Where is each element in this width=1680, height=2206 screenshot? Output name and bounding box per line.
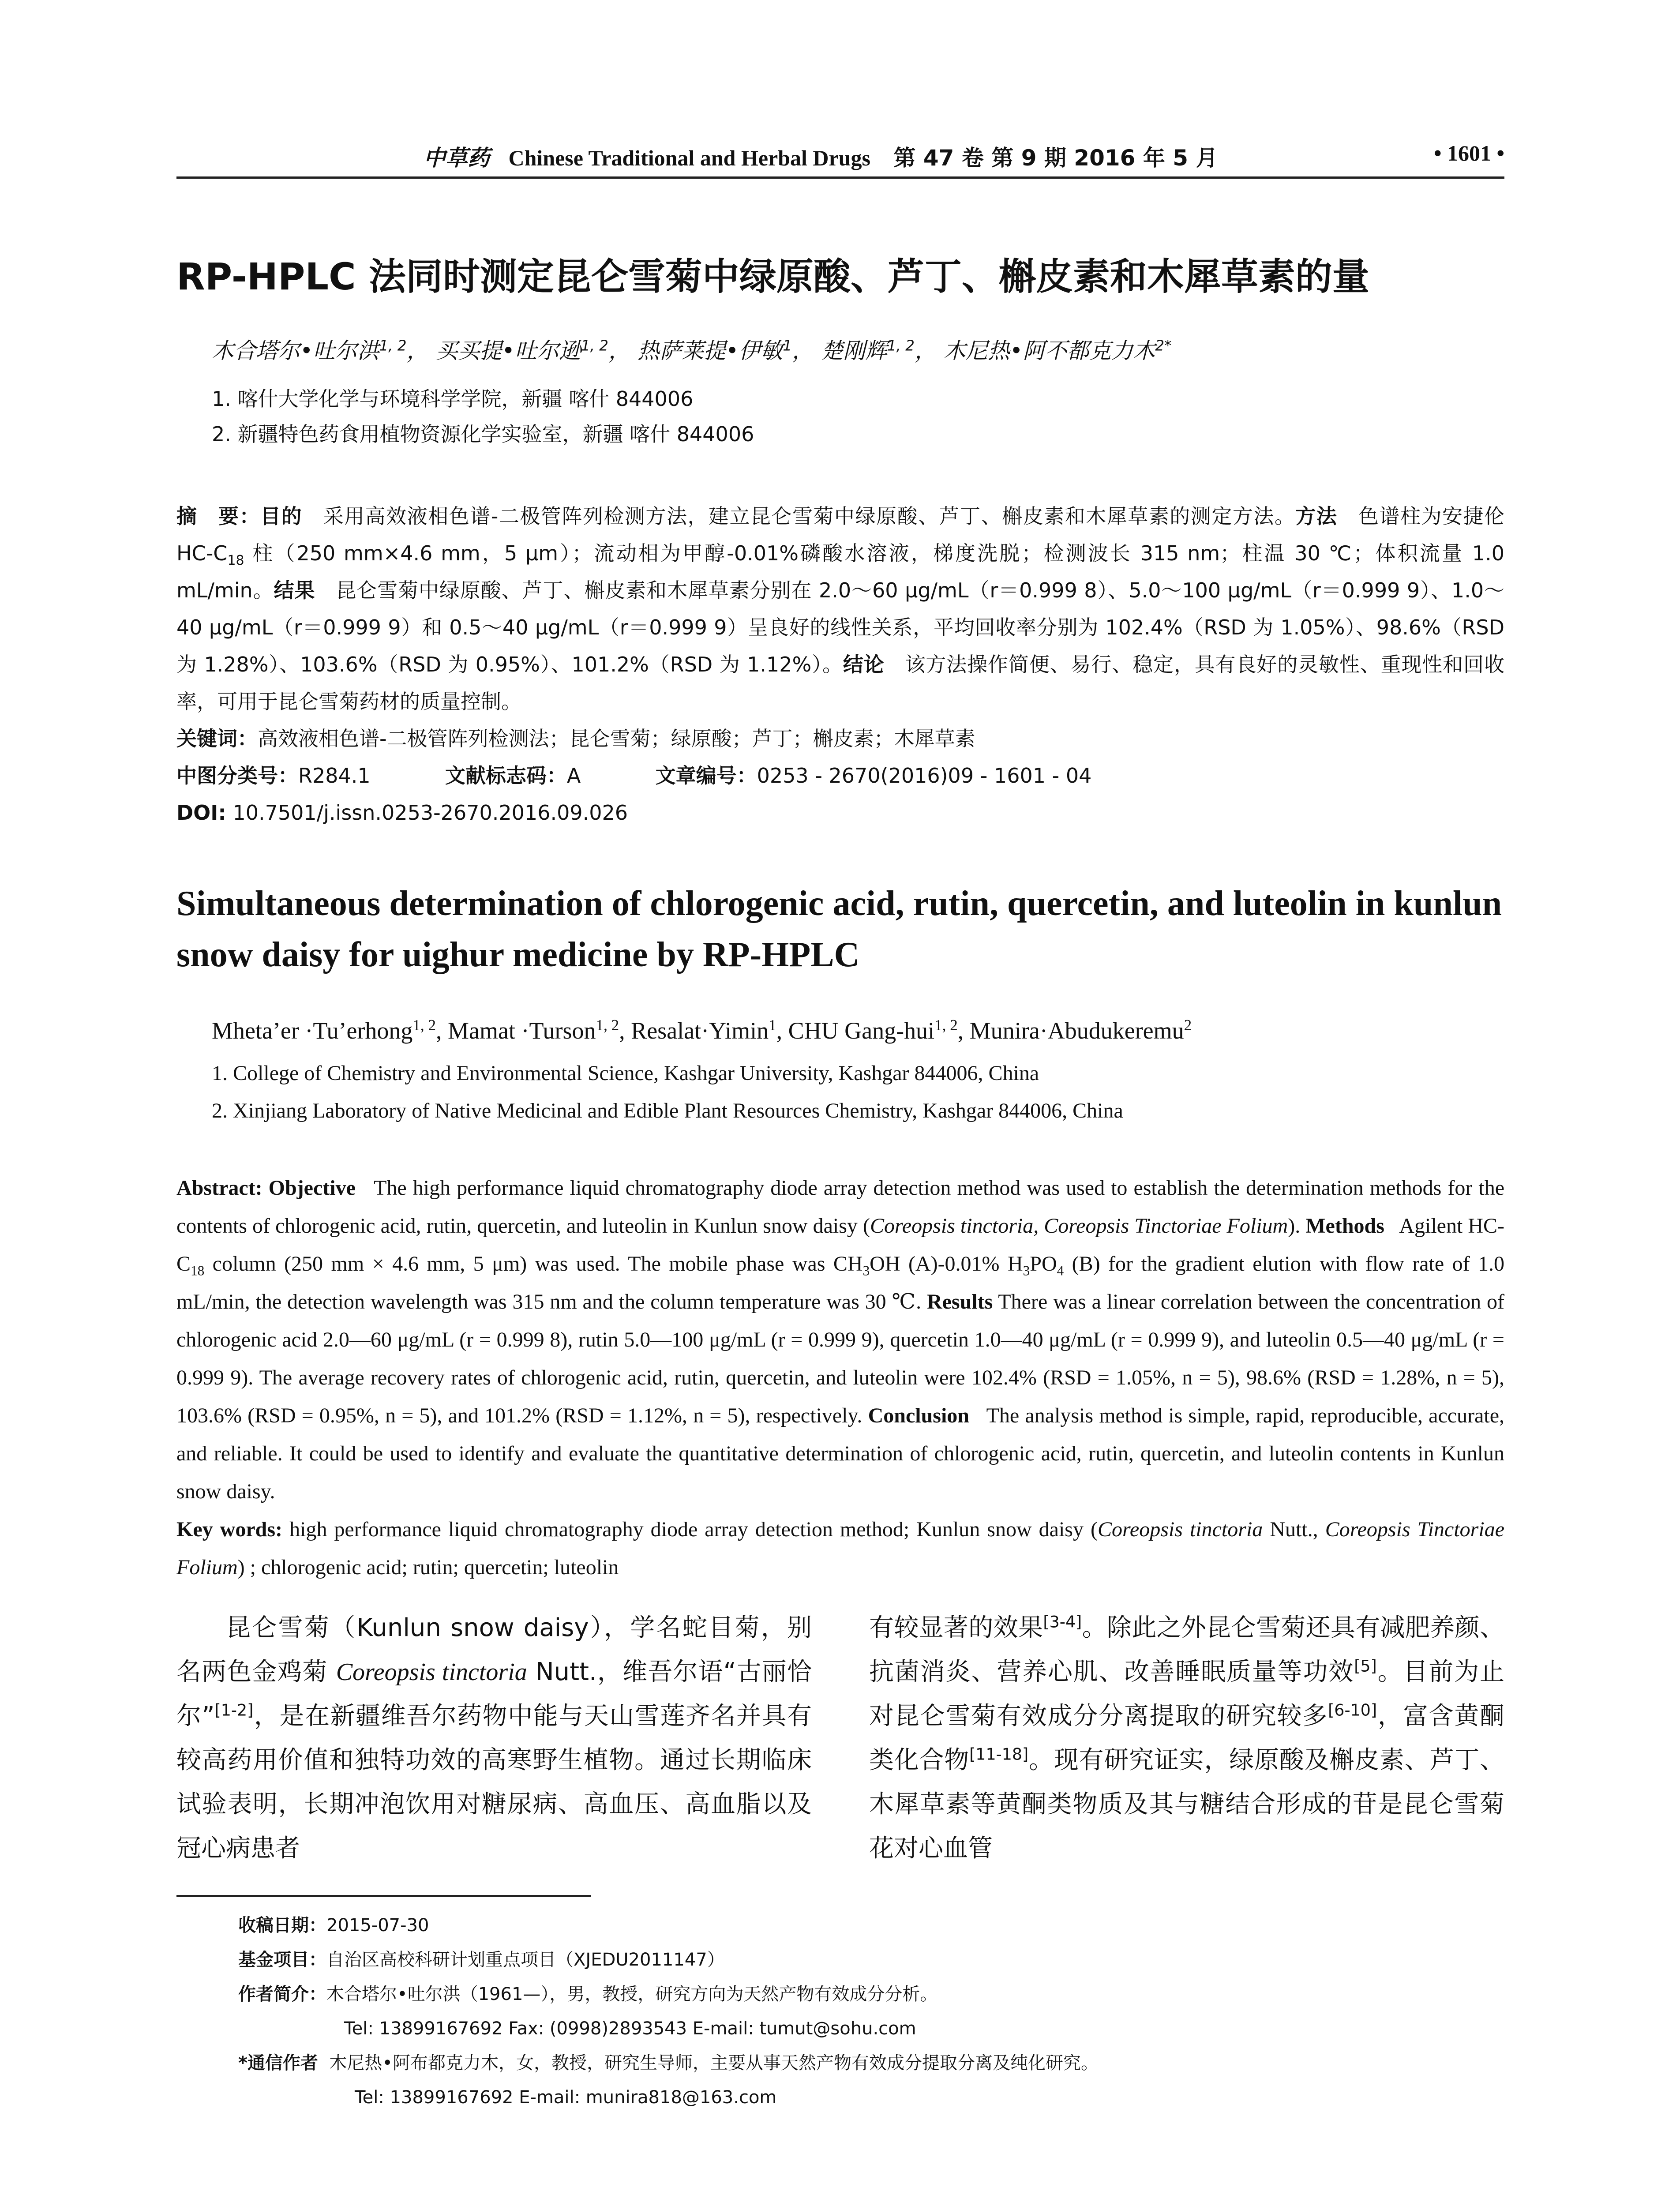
footnote-author: [238, 1977, 1099, 2011]
cn-author-aff: 1, 2: [581, 337, 608, 354]
cn-methods-text-2: 柱（250 mm×4.6 mm，5 μm）；流动相为甲醇-0.01%磷酸水溶液，梯度洗脱；检测波长 315 nm；柱温 30 ℃；体积流量 1.0 mL/min。: [176, 541, 1504, 602]
footnote-fund: [238, 1943, 1099, 1977]
footnote-rule: [176, 1895, 591, 1897]
en-title: Simultaneous determination of chlorogenic acid, rutin, quercetin, and luteolin in kunlun snow daisy for uighur medicine by RP-HPLC: [176, 884, 1502, 974]
doi-value: 10.7501/j.issn.0253-2670.2016.09.026: [232, 801, 628, 825]
body-text: 。现有研究证实，绿原酸及槲皮素、芦丁、木犀草素等黄酮类物质及其与糖结合形成的苷是昆仑雪菊花对心血管: [869, 1746, 1505, 1863]
cn-conclusion-text: 该方法操作简便、易行、稳定，具有良好的灵敏性、重现性和回收率，可用于昆仑雪菊药材的质量控制。: [176, 653, 1505, 713]
clc-value: R284.1: [298, 764, 371, 788]
cn-conclusion-label: 结论: [843, 653, 885, 676]
cn-author-aff: 1, 2: [379, 337, 407, 354]
cn-affiliation-2: 2. 新疆特色药食用植物资源化学实验室，新疆 喀什 844006: [212, 422, 754, 446]
cn-author: 木合塔尔•吐尔洪: [212, 338, 379, 364]
volume-issue: 第 47 卷 第 9 期 2016 年 5 月: [893, 145, 1218, 171]
corr-label: *通信作者: [238, 2053, 318, 2073]
cn-classification: [176, 757, 1504, 794]
en-methods-sub2: 3: [862, 1263, 870, 1279]
cn-author-aff: 1: [783, 337, 792, 354]
cn-author: 木尼热•阿不都克力木: [943, 338, 1155, 364]
cn-author-aff: 2*: [1155, 337, 1172, 354]
cn-keywords: [176, 720, 1504, 757]
en-affiliation-2: 2. Xinjiang Laboratory of Native Medicinal and Edible Plant Resources Chemistry, Kashgar 844006, China: [212, 1099, 1123, 1122]
en-objective-end: ).: [1288, 1214, 1301, 1238]
footnotes: [238, 1908, 1099, 2115]
cn-abstract-label: 摘 要：: [176, 504, 261, 528]
en-author-aff: 1, 2: [934, 1017, 958, 1034]
body-paragraph: [869, 1606, 1504, 1871]
en-methods-text-2: column (250 mm × 4.6 mm, 5 μm) was used. The mobile phase was CH: [204, 1252, 863, 1276]
journal-line: [424, 140, 1218, 172]
en-authors: Mheta’er ·Tu’erhong$^{1, 2}$, Mamat ·Turson$^{1, 2}$, Resalat·Yimin$^1$, CHU Gang-hui$^{1, 2}$, Munira·Abudukeremu$^2$: [212, 1017, 1192, 1044]
en-results-label: Results: [926, 1290, 993, 1313]
body-text: 昆仑雪菊（Kunlun snow daisy），学名蛇目菊，别名两色金鸡菊: [176, 1613, 812, 1686]
en-methods-label: Methods: [1305, 1214, 1384, 1238]
citation: [1-2]: [214, 1700, 254, 1720]
page-number: • 1601 •: [1433, 141, 1504, 165]
footnote-received: [238, 1908, 1099, 1943]
en-methods-text: Agilent HC-C: [176, 1214, 1505, 1276]
body-text: Nutt.，维吾尔语“古丽恰尔”: [176, 1658, 812, 1730]
cn-authors: 木合塔尔•吐尔洪$^{1, 2}$， 买买提•吐尔逊$^{1, 2}$， 热萨莱提•伊敏$^1$， 楚刚辉$^{1, 2}$， 木尼热•阿不都克力木$^{2*}$: [212, 337, 1172, 364]
en-methods-sub: 18: [191, 1263, 205, 1279]
en-methods-text-3: OH (A)-0.01% H: [870, 1252, 1023, 1276]
fund-text: 自治区高校科研计划重点项目（XJEDU2011147）: [326, 1950, 725, 1970]
fund-label: 基金项目：: [238, 1950, 326, 1970]
body-column-left: [176, 1606, 812, 1871]
en-methods-text-4: PO: [1030, 1252, 1057, 1276]
en-keywords: [176, 1511, 1504, 1587]
en-author-aff: 1: [769, 1017, 776, 1034]
en-methods-sub4: 4: [1057, 1263, 1064, 1279]
citation: [6-10]: [1328, 1700, 1377, 1720]
en-abstract-label: Abstract:: [176, 1176, 262, 1200]
running-header: [176, 140, 1504, 176]
en-methods-text-5: (B) for the gradient elution with flow rate of 1.0 mL/min, the detection wavelength was 315 nm and the column temperature was 30 ℃.: [176, 1252, 1505, 1313]
article-no-value: 0253 - 2670(2016)09 - 1601 - 04: [757, 764, 1092, 788]
en-objective-species: Coreopsis tinctoria, Coreopsis Tinctoriae Folium: [870, 1214, 1288, 1238]
en-abstract: [176, 1169, 1504, 1587]
cn-author: 楚刚辉: [821, 338, 887, 364]
article-no-label: 文章编号：: [655, 764, 757, 788]
cn-author: 买买提•吐尔逊: [435, 338, 581, 364]
en-author-aff: 1, 2: [412, 1017, 436, 1034]
doc-code-label: 文献标志码：: [445, 764, 567, 788]
journal-logo-cn: 中草药: [424, 145, 490, 171]
doc-code-value: A: [566, 764, 581, 788]
cn-objective-label: 目的: [260, 504, 303, 528]
cn-methods-sub: 18: [227, 553, 244, 569]
author-label: 作者简介：: [238, 1984, 326, 2004]
en-keywords-text-2: Nutt.,: [1263, 1518, 1325, 1541]
body-text: 。除此之外昆仑雪菊还具有减肥养颜、抗菌消炎、营养心肌、改善睡眠质量等功效: [869, 1613, 1505, 1686]
en-author-aff: 1, 2: [596, 1017, 619, 1034]
cn-abstract: [176, 498, 1504, 831]
doi-line: [176, 794, 1504, 831]
en-conclusion-label: Conclusion: [868, 1404, 969, 1427]
en-keywords-label: Key words:: [176, 1518, 283, 1541]
body-text: ，富含黄酮类化合物: [869, 1702, 1505, 1775]
cn-results-label: 结果: [274, 578, 315, 602]
en-author: CHU Gang-hui: [788, 1017, 935, 1044]
en-objective-text: The high performance liquid chromatography diode array detection method was used to establish the determination methods for the contents of chlorogenic acid, rutin, quercetin, and luteolin in Kunlun snow daisy (: [176, 1176, 1505, 1238]
cn-methods-label: 方法: [1295, 504, 1338, 528]
clc-label: 中图分类号：: [176, 764, 298, 788]
body-text: ，是在新疆维吾尔药物中能与天山雪莲齐名并具有较高药用价值和独特功效的高寒野生植物。通过长期临床试验表明，长期冲泡饮用对糖尿病、高血压、高血脂以及冠心病患者: [176, 1702, 812, 1863]
corr-contact: Tel: 13899167692 E-mail: munira818@163.com: [355, 2087, 777, 2108]
corr-text: 木尼热•阿布都克力木，女，教授，研究生导师，主要从事天然产物有效成分提取分离及纯化研究。: [329, 2053, 1099, 2073]
body-paragraph: [176, 1606, 812, 1871]
en-abstract-body: [176, 1169, 1504, 1511]
en-keywords-species-2: Coreopsis Tinctoriae Folium: [176, 1518, 1504, 1579]
received-date: 2015-07-30: [326, 1915, 429, 1936]
journal-name-en: Chinese Traditional and Herbal Drugs: [508, 146, 870, 170]
cn-affiliation-1: 1. 喀什大学化学与环境科学学院，新疆 喀什 844006: [212, 387, 694, 411]
cn-keywords-text: 高效液相色谱-二极管阵列检测法；昆仑雪菊；绿原酸；芦丁；槲皮素；木犀草素: [258, 727, 975, 750]
doi-label: DOI:: [176, 801, 226, 825]
body-text: 。目前为止对昆仑雪菊有效成分分离提取的研究较多: [869, 1658, 1505, 1730]
en-methods-sub3: 3: [1023, 1263, 1030, 1279]
en-author: Resalat·Yimin: [631, 1017, 769, 1044]
en-conclusion-text: The analysis method is simple, rapid, reproducible, accurate, and reliable. It could be used to identify and evaluate the quantitative determination of chlorogenic acid, rutin, quercetin, and luteolin contents in Kunlun snow daisy.: [176, 1404, 1505, 1503]
cn-methods-text: 色谱柱为安捷伦 HC-C: [176, 504, 1505, 565]
cn-abstract-body: [176, 498, 1504, 720]
body-column-right: [869, 1606, 1504, 1871]
author-text: 木合塔尔•吐尔洪（1961—），男，教授，研究方向为天然产物有效成分分析。: [326, 1984, 938, 2004]
citation: [3-4]: [1043, 1612, 1082, 1632]
en-author: Munira·Abudukeremu: [969, 1017, 1184, 1044]
en-author: Mheta’er ·Tu’erhong: [212, 1017, 413, 1044]
en-author: Mamat ·Turson: [448, 1017, 596, 1044]
en-affiliation-1: 1. College of Chemistry and Environmental Science, Kashgar University, Kashgar 844006, China: [212, 1062, 1039, 1085]
en-keywords-text: high performance liquid chromatography diode array detection method; Kunlun snow daisy (: [289, 1518, 1098, 1541]
en-author-aff: 2: [1184, 1017, 1192, 1034]
en-keywords-species: Coreopsis tinctoria: [1098, 1518, 1263, 1541]
header-rule: [176, 176, 1504, 179]
cn-author-aff: 1, 2: [887, 337, 915, 354]
footnote-corresponding: [238, 2046, 1099, 2080]
cn-author: 热萨莱提•伊敏: [637, 338, 783, 364]
cn-results-text: 昆仑雪菊中绿原酸、芦丁、槲皮素和木犀草素分别在 2.0～60 μg/mL（r＝0.999 8）、5.0～100 μg/mL（r＝0.999 9）、1.0～40 μg/mL（r＝0.999 9）和 0.5～40 μg/mL（r＝0.999 9）呈良好的线性关系，平均回收率分别为 102.4%（RSD 为 1.05%）、98.6%（RSD 为 1.28%）、103.6%（RSD 为 0.95%）、101.2%（RSD 为 1.12%）。: [176, 578, 1505, 676]
cn-objective-text: 采用高效液相色谱-二极管阵列检测方法，建立昆仑雪菊中绿原酸、芦丁、槲皮素和木犀草素的测定方法。: [323, 504, 1296, 528]
body-text: 有较显著的效果: [869, 1613, 1043, 1642]
cn-title: RP-HPLC 法同时测定昆仑雪菊中绿原酸、芦丁、槲皮素和木犀草素的量: [176, 255, 1369, 298]
en-results-text: There was a linear correlation between the concentration of chlorogenic acid 2.0—60 μg/mL (r = 0.999 8), rutin 5.0—100 μg/mL (r = 0.999 9), quercetin 1.0—40 μg/mL (r = 0.999 9), and luteolin 0.5—40 μg/mL (r = 0.999 9). The average recovery rates of chlorogenic acid, rutin, quercetin, and luteolin were 102.4% (RSD = 1.05%, n = 5), 98.6% (RSD = 1.28%, n = 5), 103.6% (RSD = 0.95%, n = 5), and 101.2% (RSD = 1.12%, n = 5), respectively.: [176, 1290, 1504, 1427]
received-label: 收稿日期：: [238, 1915, 326, 1936]
en-keywords-text-3: ) ; chlorogenic acid; rutin; quercetin; luteolin: [237, 1556, 619, 1579]
cn-keywords-label: 关键词：: [176, 727, 258, 750]
citation: [11-18]: [969, 1745, 1029, 1764]
citation: [5]: [1354, 1656, 1377, 1676]
en-objective-label: Objective: [268, 1176, 356, 1200]
body-species: Coreopsis tinctoria: [336, 1658, 527, 1686]
author-contact: Tel: 13899167692 Fax: (0998)2893543 E-mail: tumut@sohu.com: [344, 2018, 916, 2039]
